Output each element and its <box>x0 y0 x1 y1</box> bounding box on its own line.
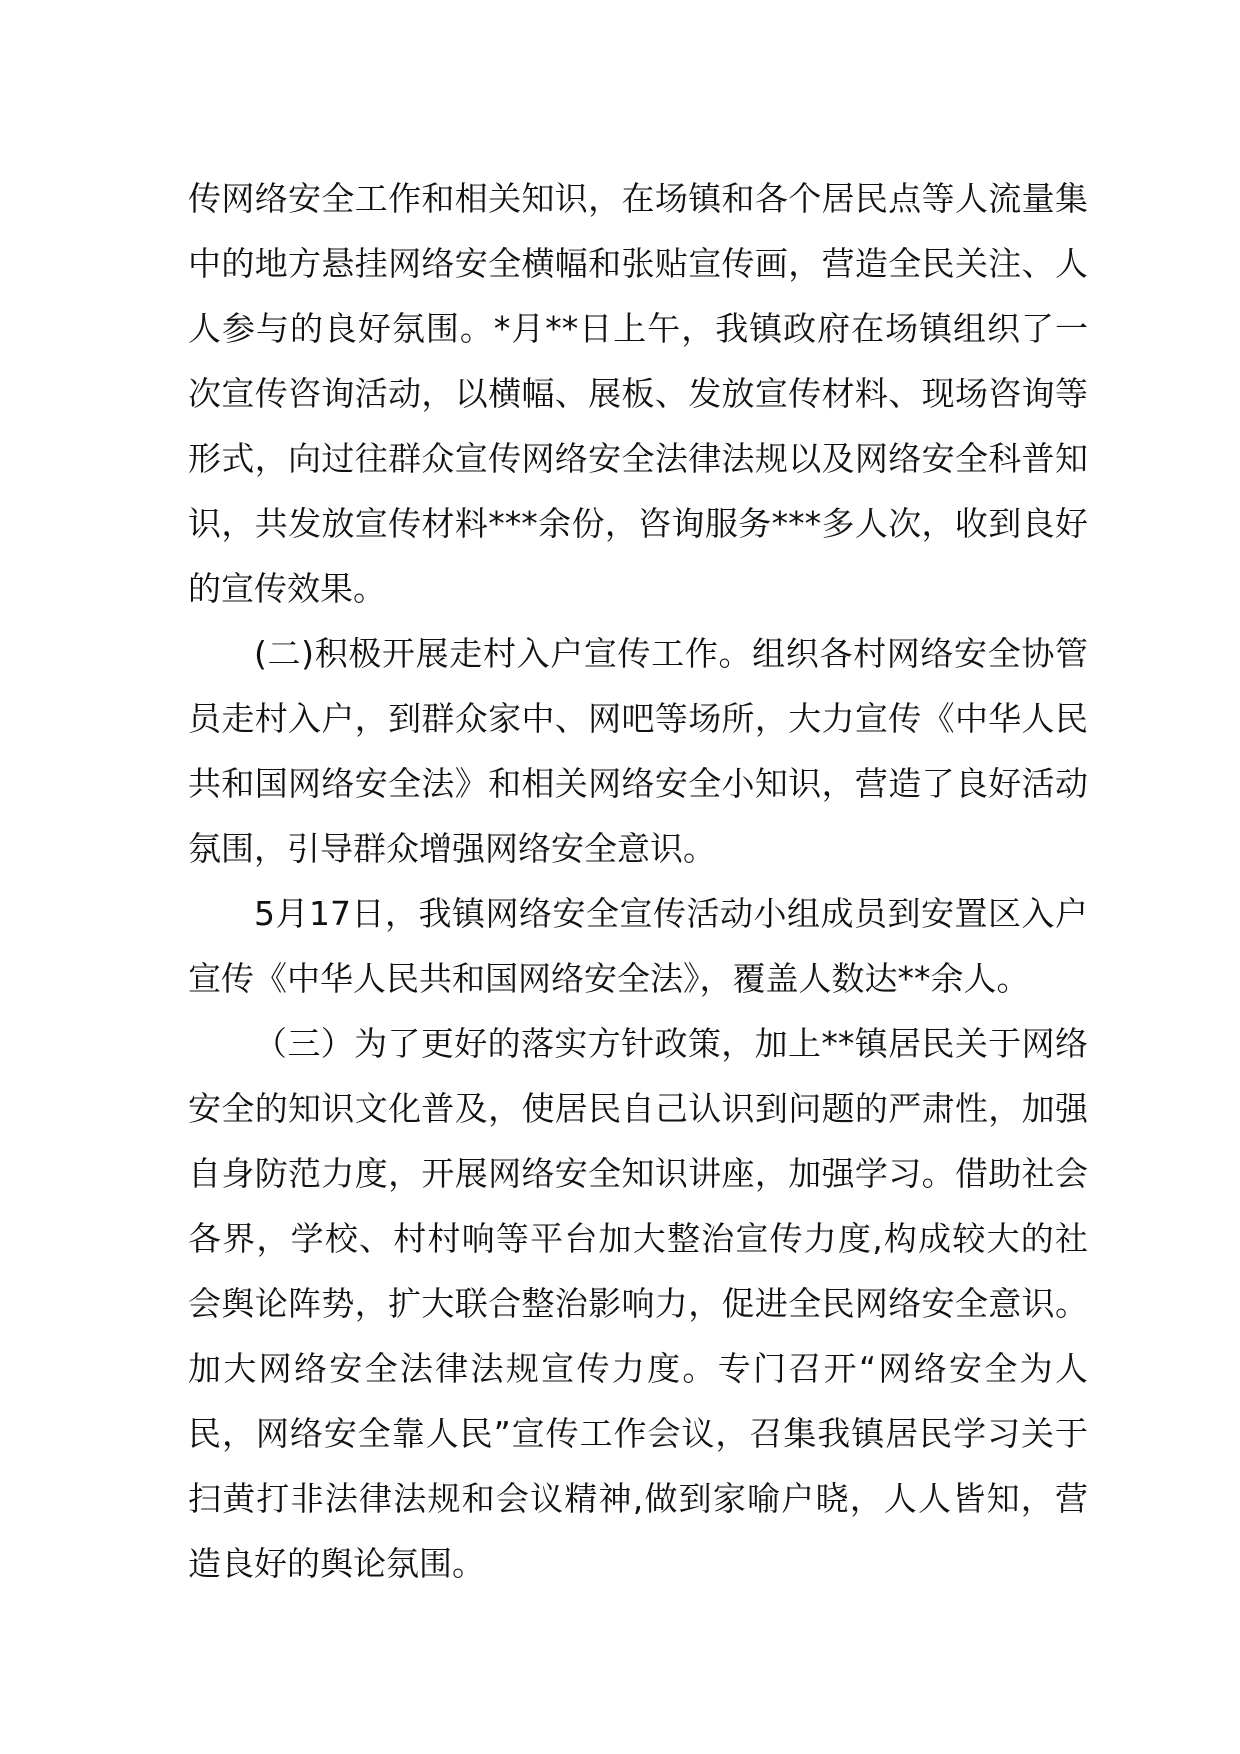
document-body <box>188 166 1088 1596</box>
paragraph-promotion-activity: 传网络安全工作和相关知识，在场镇和各个居民点等人流量集中的地方悬挂网络安全横幅和张贴宣传画，营造全民关注、人人参与的良好氛围。*月**日上午，我镇政府在场镇组织了一次宣传咨询活动，以横幅、展板、发放宣传材料、现场咨询等形式，向过往群众宣传网络安全法律法规以及网络安全科普知识，共发放宣传材料***余份，咨询服务***多人次，收到良好的宣传效果。 <box>188 179 1088 608</box>
paragraph-policy-implementation: （三）为了更好的落实方针政策，加上**镇居民关于网络安全的知识文化普及，使居民自己认识到问题的严肃性，加强自身防范力度，开展网络安全知识讲座，加强学习。借助社会各界，学校、村村响等平台加大整治宣传力度,构成较大的社会舆论阵势，扩大联合整治影响力，促进全民网络安全意识。加大网络安全法律法规宣传力度。专门召开“网络安全为人民，网络安全靠人民”宣传工作会议，召集我镇居民学习关于扫黄打非法律法规和会议精神,做到家喻户晓，人人皆知，营造良好的舆论氛围。 <box>188 1024 1088 1583</box>
paragraph-may-17-visit: 5月17日，我镇网络安全宣传活动小组成员到安置区入户宣传《中华人民共和国网络安全法》，覆盖人数达**余人。 <box>188 894 1088 998</box>
paragraph-village-visits: (二)积极开展走村入户宣传工作。组织各村网络安全协管员走村入户，到群众家中、网吧等场所，大力宣传《中华人民共和国网络安全法》和相关网络安全小知识，营造了良好活动氛围，引导群众增强网络安全意识。 <box>188 634 1088 868</box>
